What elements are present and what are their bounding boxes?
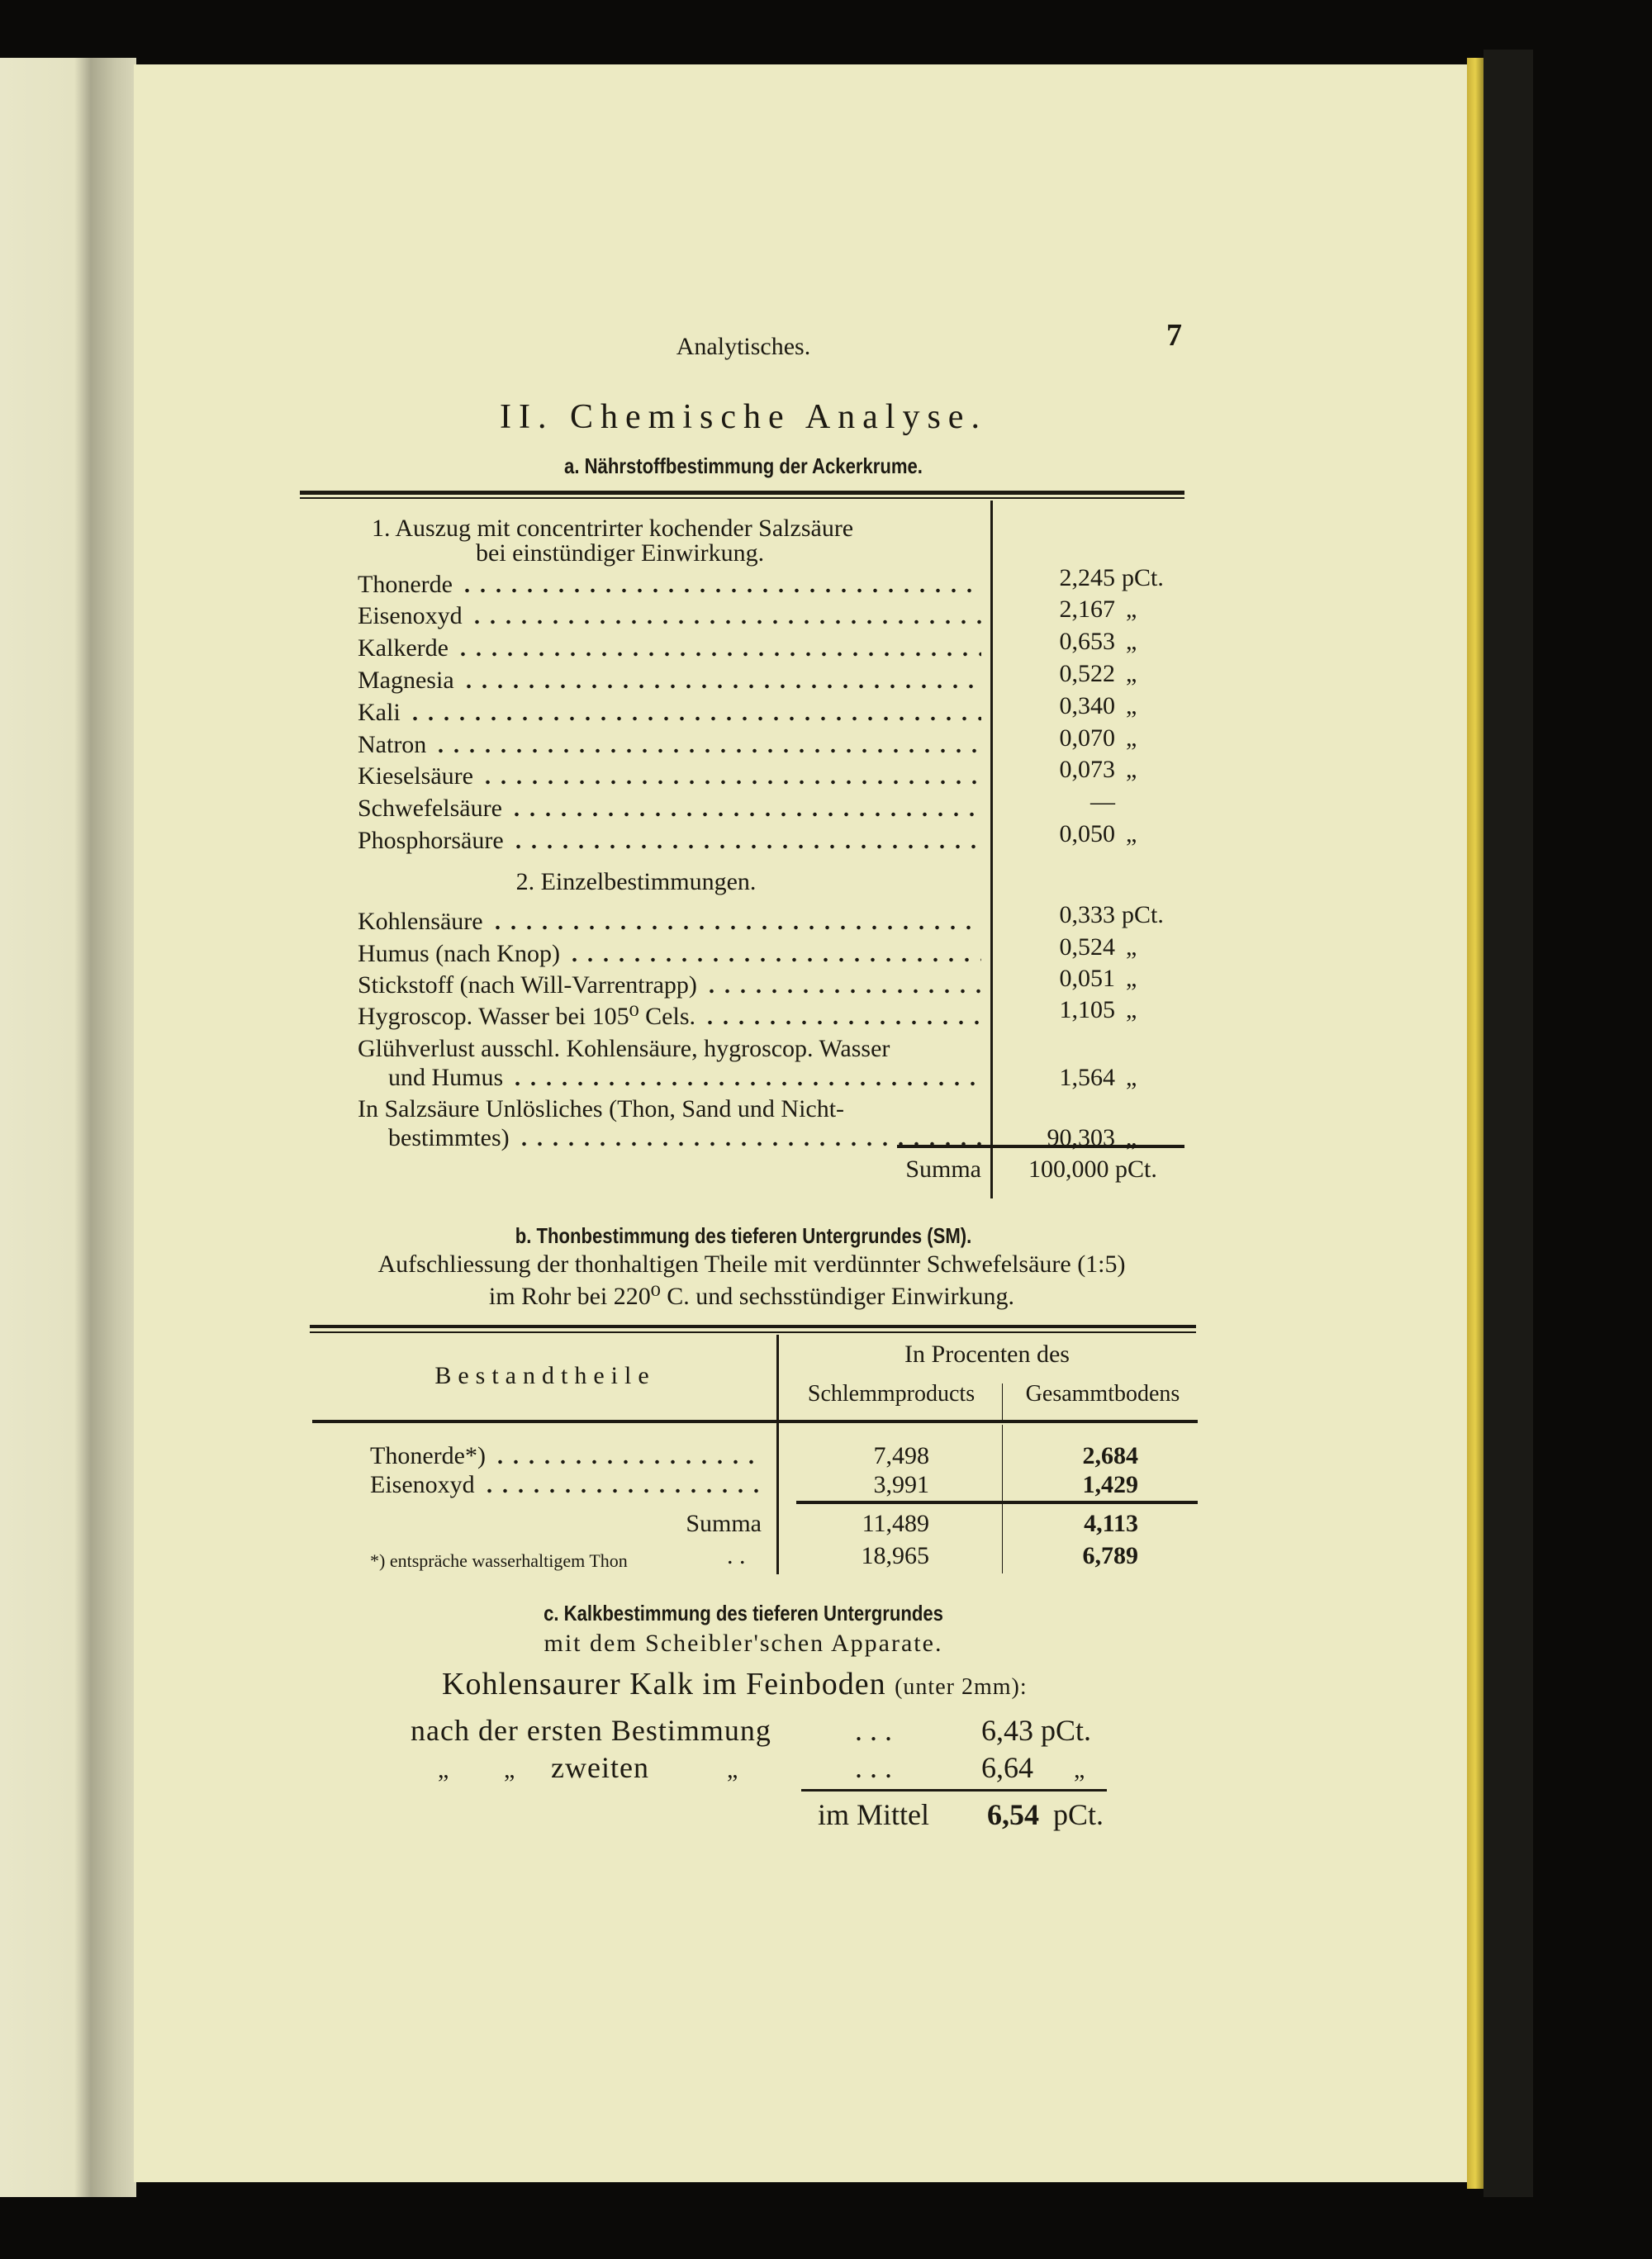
sum-rule xyxy=(801,1789,1107,1792)
rule xyxy=(310,1325,1196,1328)
page-number: 7 xyxy=(1166,318,1182,353)
row1-dots: . . . xyxy=(855,1714,892,1747)
table-row xyxy=(358,730,981,760)
header-bestandtheile: Bestandtheile xyxy=(434,1362,656,1389)
dot-leader xyxy=(459,588,981,593)
part1-heading: 1. Auszug mit concentrirter kochender Salzsäure xyxy=(372,515,854,542)
section-c-heading: c. Kalkbestimmung des tieferen Untergrundes xyxy=(544,1601,943,1625)
table-row xyxy=(358,601,981,631)
row-label: Kohlensäure xyxy=(358,908,483,935)
row-unit: „ xyxy=(1126,965,1137,992)
header-in-procenten: In Procenten des xyxy=(904,1341,1070,1368)
table-row xyxy=(358,826,981,856)
table-row xyxy=(358,1002,981,1032)
dot-leader xyxy=(490,925,981,930)
table-row xyxy=(358,794,981,823)
dot-leader xyxy=(492,1459,762,1464)
row-unit: „ xyxy=(1126,692,1137,719)
row2-value: 6,64 xyxy=(981,1751,1033,1784)
row2-unit: „ xyxy=(1074,1756,1085,1783)
row-label: Phosphorsäure xyxy=(358,827,504,854)
footnote-v2: 6,789 xyxy=(1082,1542,1138,1569)
dot-leader xyxy=(509,812,981,817)
dot-leader xyxy=(510,844,981,849)
header-schlemmproducts: Schlemmproducts xyxy=(807,1381,976,1407)
row-label-line1: In Salzsäure Unlösliches (Thon, Sand und Nicht- xyxy=(358,1095,845,1122)
row-value: — xyxy=(1090,788,1115,815)
book-cover xyxy=(1483,50,1533,2197)
row-value: 0,070 xyxy=(1059,724,1115,752)
dot-leader xyxy=(516,1141,981,1146)
column-divider xyxy=(1002,1425,1003,1573)
row-value: 1,105 xyxy=(1059,996,1115,1023)
running-title: Analytisches. xyxy=(676,333,811,360)
left-page-edge xyxy=(0,58,136,2197)
row-label-line1: Glühverlust ausschl. Kohlensäure, hygroscop. Wasser xyxy=(358,1035,890,1062)
row-label: Humus (nach Knop) xyxy=(358,940,560,967)
row-value: 0,051 xyxy=(1059,965,1115,992)
ditto-mark: „ xyxy=(438,1756,449,1783)
row-unit: „ xyxy=(1126,724,1137,752)
rule xyxy=(300,491,1184,495)
row2-dots: . . . xyxy=(855,1751,892,1784)
mean-unit: pCt. xyxy=(1053,1798,1104,1831)
page-edge-yellow xyxy=(1467,58,1483,2189)
dot-leader xyxy=(482,1488,762,1493)
row-label: Magnesia xyxy=(358,667,454,694)
footnote-dots: . . xyxy=(727,1542,746,1569)
row-unit: „ xyxy=(1126,756,1137,783)
table-row xyxy=(358,971,981,1000)
row-unit: „ xyxy=(1126,820,1137,847)
row-unit: „ xyxy=(1126,1124,1137,1151)
table-row xyxy=(388,1123,981,1153)
kalk-main-note: (unter 2mm): xyxy=(895,1674,1028,1700)
dot-leader xyxy=(567,957,981,962)
row-value: 1,564 xyxy=(1059,1064,1115,1091)
row-label: Thonerde xyxy=(358,571,453,598)
row-value: 2,245 xyxy=(1059,564,1115,591)
ditto-mark: „ xyxy=(727,1756,738,1783)
kalk-main-text: Kohlensaurer Kalk im Feinboden xyxy=(442,1667,886,1701)
row2-label: zweiten xyxy=(551,1751,649,1784)
dot-leader xyxy=(455,652,981,657)
row-value: 0,073 xyxy=(1059,756,1115,783)
sum-rule xyxy=(796,1501,1198,1504)
row-value: 2,167 xyxy=(1059,596,1115,623)
row-label: und Humus xyxy=(388,1064,504,1091)
row-unit: „ xyxy=(1126,596,1137,623)
row-label: Eisenoxyd xyxy=(370,1471,475,1498)
row-unit: pCt. xyxy=(1122,901,1164,928)
ditto-mark: „ xyxy=(504,1756,515,1783)
dot-leader xyxy=(407,716,981,721)
table-row xyxy=(358,634,981,663)
row-v1: 3,991 xyxy=(873,1471,929,1498)
row-label: Natron xyxy=(358,731,427,758)
summa-label: Summa xyxy=(686,1510,762,1537)
table-row xyxy=(358,666,981,695)
part1-heading-2: bei einstündiger Einwirkung. xyxy=(476,539,765,567)
row1-value: 6,43 pCt. xyxy=(981,1714,1092,1747)
mean-label: im Mittel xyxy=(818,1798,929,1831)
row1-label: nach der ersten Bestimmung xyxy=(411,1714,771,1747)
row-unit: „ xyxy=(1126,996,1137,1023)
dot-leader xyxy=(704,989,981,994)
rule xyxy=(312,1420,1198,1423)
table-row xyxy=(358,762,981,791)
section-c-subheading: mit dem Scheibler'schen Apparate. xyxy=(544,1630,943,1657)
row-value: 0,524 xyxy=(1059,933,1115,961)
summa-value: 100,000 pCt. xyxy=(1028,1156,1157,1183)
footnote: *) entspräche wasserhaltigem Thon xyxy=(370,1550,628,1571)
table-row xyxy=(370,1441,762,1471)
row-label: Hygroscop. Wasser bei 105⁰ Cels. xyxy=(358,1003,695,1030)
kalk-main-line xyxy=(442,1666,1028,1706)
row-label: Kalkerde xyxy=(358,634,449,662)
header-gesammtbodens: Gesammtbodens xyxy=(1025,1381,1180,1407)
row-unit: „ xyxy=(1126,1064,1137,1091)
row-label: Stickstoff (nach Will-Varrentrapp) xyxy=(358,971,697,999)
row-label: Kieselsäure xyxy=(358,762,473,790)
row-value: 0,653 xyxy=(1059,628,1115,655)
footnote-v1: 18,965 xyxy=(861,1542,929,1569)
section-b-line1: Aufschliessung der thonhaltigen Theile mit verdünnter Schwefelsäure (1:5) xyxy=(377,1251,1126,1278)
row-unit: pCt. xyxy=(1122,564,1164,591)
part2-heading: 2. Einzelbestimmungen. xyxy=(515,868,757,895)
table-row xyxy=(388,1063,981,1093)
table-row xyxy=(358,698,981,728)
column-divider xyxy=(990,501,993,1198)
table-row xyxy=(370,1470,762,1500)
summa-v1: 11,489 xyxy=(862,1510,929,1537)
table-row xyxy=(358,939,981,969)
table-row xyxy=(358,907,981,937)
row-v1: 7,498 xyxy=(873,1442,929,1469)
summa-v2: 4,113 xyxy=(1084,1510,1138,1537)
rule xyxy=(300,497,1184,499)
dot-leader xyxy=(469,619,981,624)
summa-label: Summa xyxy=(905,1156,981,1183)
rule xyxy=(310,1331,1196,1333)
mean-value: 6,54 xyxy=(987,1798,1039,1831)
row-v2: 1,429 xyxy=(1082,1471,1138,1498)
row-value: 0,340 xyxy=(1059,692,1115,719)
row-label: Kali xyxy=(358,699,401,726)
dot-leader xyxy=(510,1081,981,1086)
column-divider xyxy=(1002,1383,1003,1420)
dot-leader xyxy=(702,1020,981,1025)
column-divider xyxy=(776,1335,779,1574)
row-unit: „ xyxy=(1126,660,1137,687)
dot-leader xyxy=(480,780,981,785)
row-unit: „ xyxy=(1126,933,1137,961)
row-value: 90,303 xyxy=(1047,1124,1115,1151)
row-label: Schwefelsäure xyxy=(358,795,502,822)
row-label: Eisenoxyd xyxy=(358,602,463,629)
section-b-heading: b. Thonbestimmung des tieferen Untergrundes (SM). xyxy=(515,1223,972,1248)
row-v2: 2,684 xyxy=(1082,1442,1138,1469)
row-label: Thonerde*) xyxy=(370,1442,486,1469)
row-value: 0,050 xyxy=(1059,820,1115,847)
dot-leader xyxy=(433,748,981,753)
row-value: 0,333 xyxy=(1059,901,1115,928)
row-unit: „ xyxy=(1126,628,1137,655)
row-value: 0,522 xyxy=(1059,660,1115,687)
page-title: II. Chemische Analyse. xyxy=(500,398,987,436)
dot-leader xyxy=(461,684,981,689)
section-b-line2: im Rohr bei 220⁰ C. und sechsstündiger Einwirkung. xyxy=(488,1283,1015,1310)
section-a-heading: a. Nährstoffbestimmung der Ackerkrume. xyxy=(564,453,923,478)
table-row xyxy=(358,570,981,600)
row-label: bestimmtes) xyxy=(388,1124,510,1151)
